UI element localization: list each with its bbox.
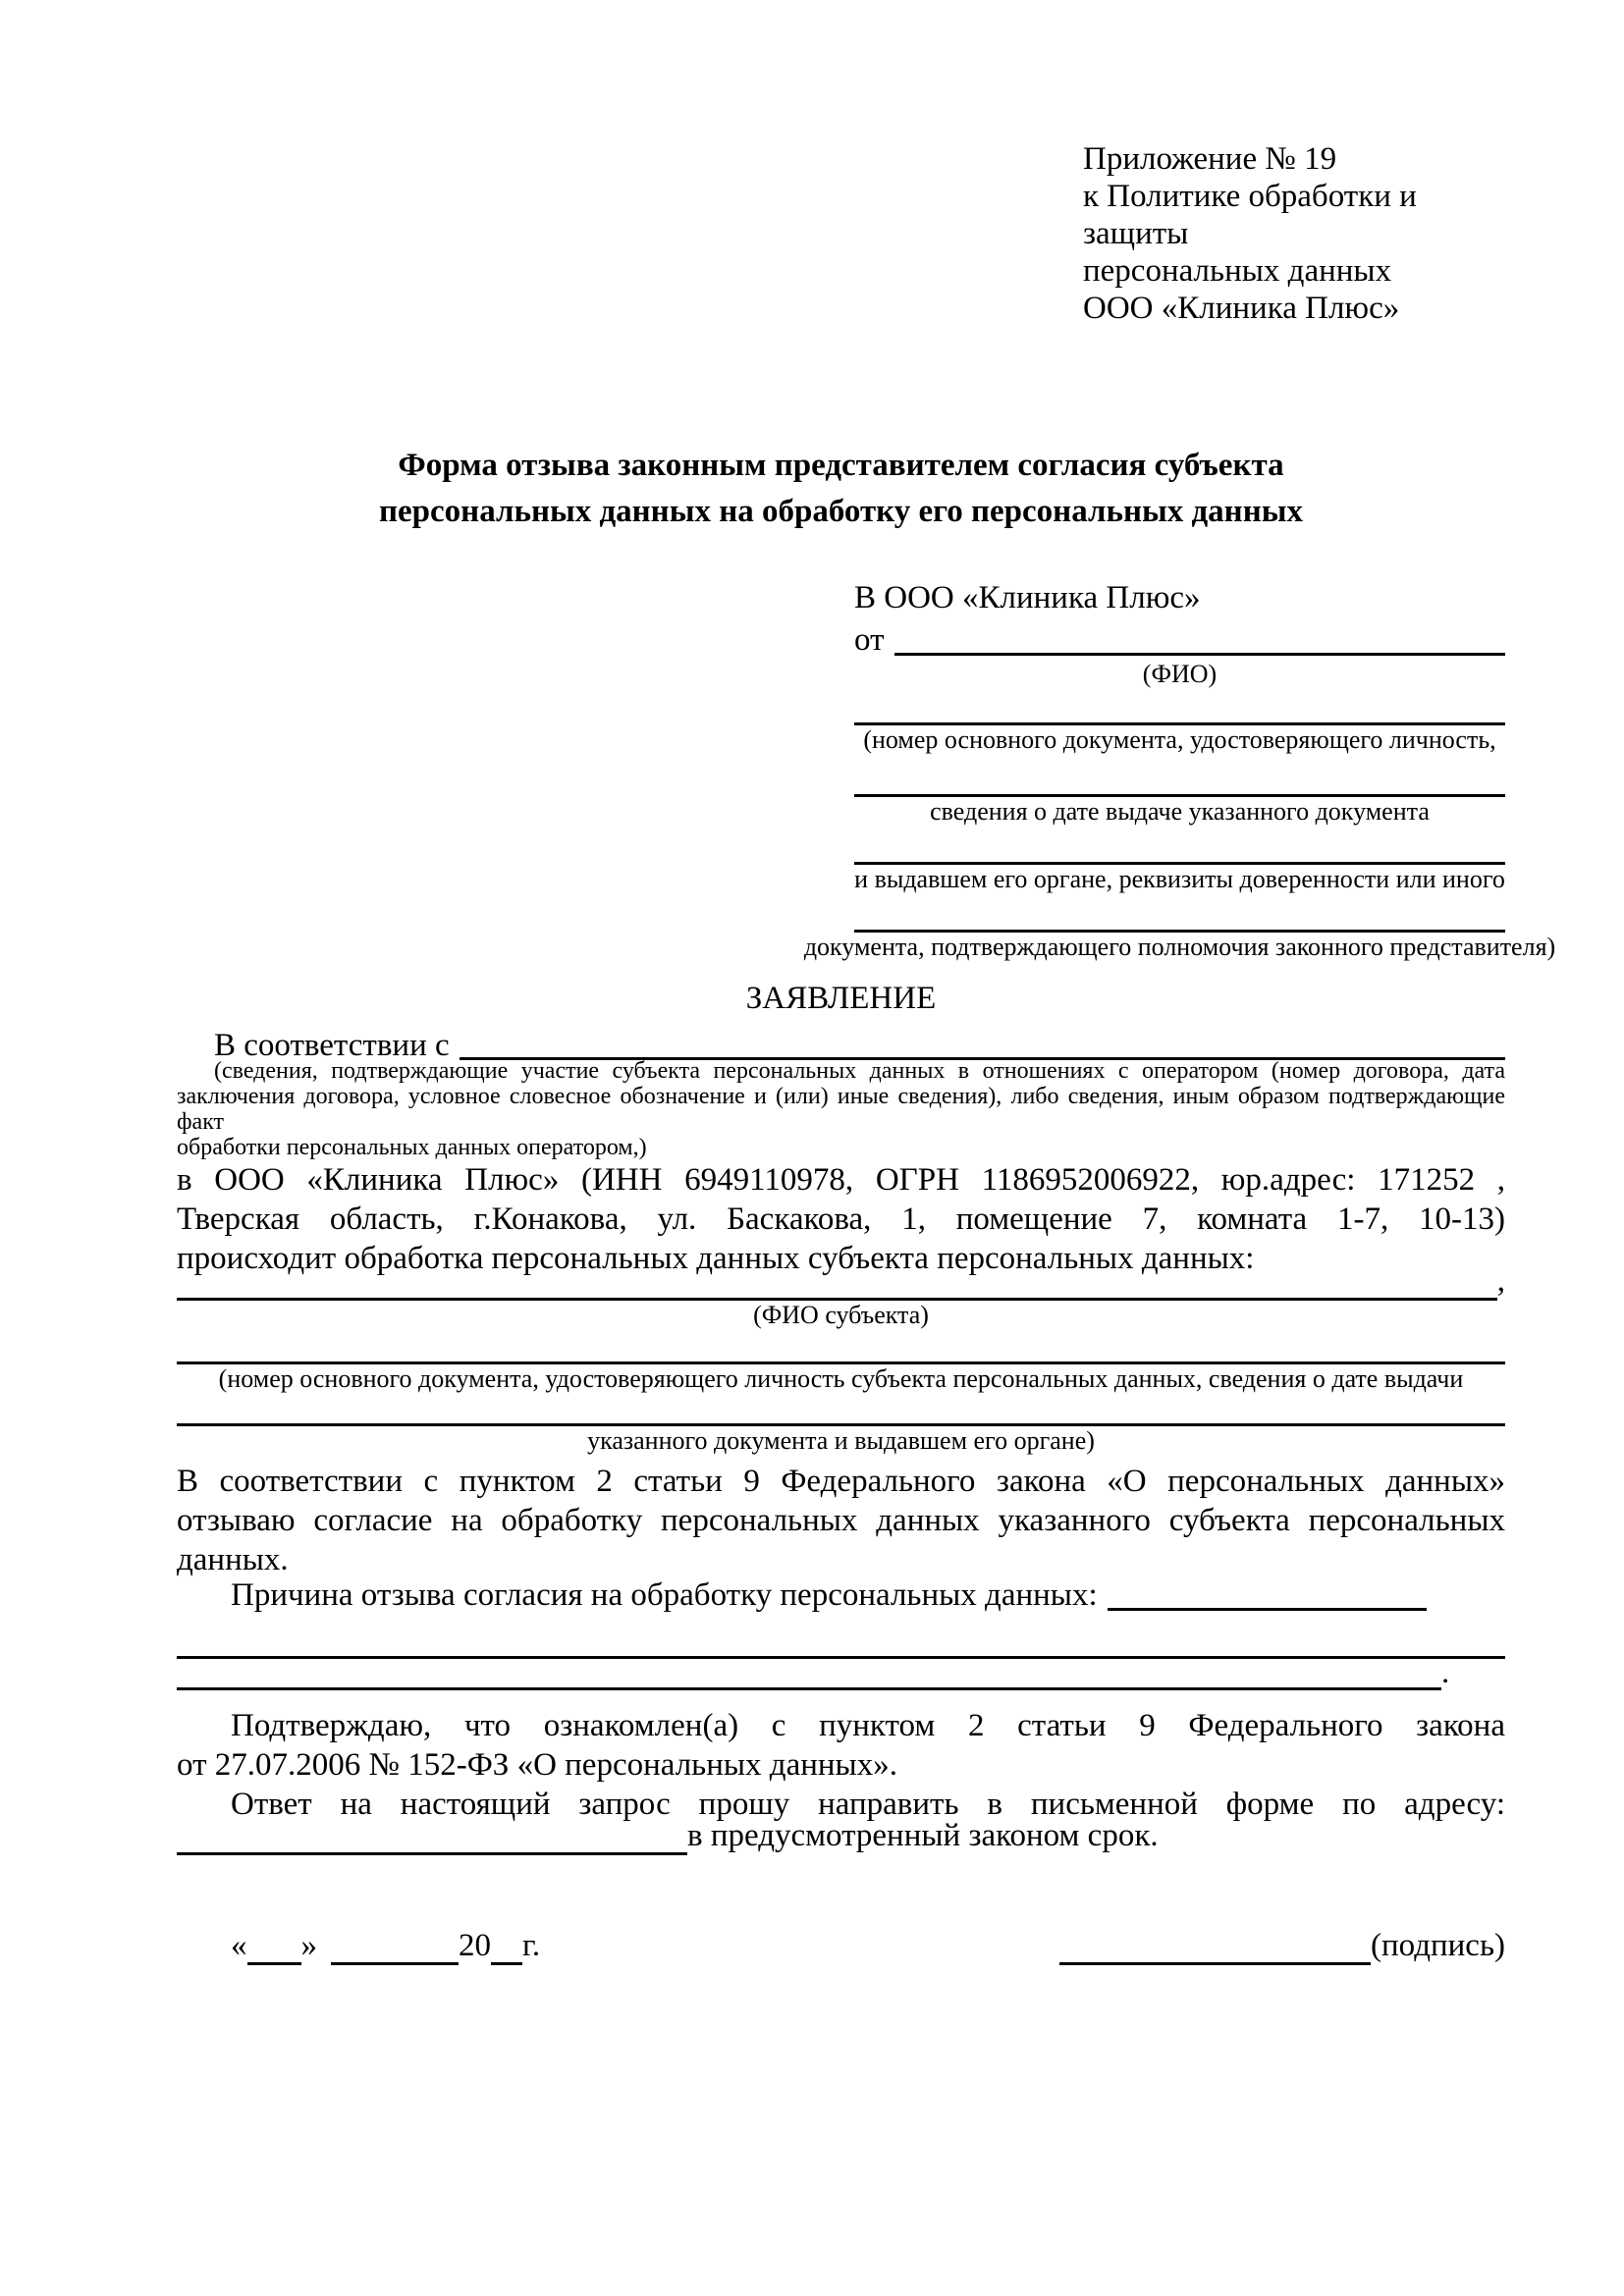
reason-blank-line-2 [177, 1655, 1505, 1690]
date-quote-open: « [231, 1928, 247, 1963]
document-title [177, 443, 1505, 535]
from-label: от [854, 622, 885, 658]
line-period: . [1441, 1655, 1450, 1690]
appendix-number: Приложение № 19 [1083, 141, 1337, 177]
intro-note [177, 1058, 1505, 1160]
withdraw-paragraph [177, 1462, 1505, 1579]
operator-line1: в ООО «Клиника Плюс» (ИНН 6949110978, ОГРН 1186952006922, юр.адрес: 171252 , [177, 1162, 1505, 1198]
date-year-blank-field [491, 1953, 522, 1965]
appendix-policy-line2: персональных данных [1083, 253, 1392, 289]
addressee-organization: В ООО «Клиника Плюс» [854, 580, 1201, 615]
reason-blank-field-2 [177, 1658, 1441, 1690]
date-month-blank-field [331, 1953, 459, 1965]
subject-fio-blank-field [177, 1260, 1497, 1301]
operator-line3: происходит обработка персональных данных субъекта персональных данных: [177, 1241, 1255, 1276]
reason-blank-field [1108, 1575, 1427, 1611]
doc-authority-blank-field [854, 827, 1505, 865]
date-quote-close: » [300, 1928, 317, 1963]
subject-doc-blank-field-2 [177, 1394, 1505, 1426]
document-title-line2: персональных данных на обработку его персональных данных [379, 494, 1303, 529]
date-day-blank-field [247, 1953, 301, 1965]
intro-note-line3: обработки персональных данных оператором,) [177, 1135, 647, 1160]
signature-caption: (подпись) [1371, 1928, 1505, 1963]
subject-comma: , [1496, 1263, 1505, 1299]
reason-row [177, 1575, 1505, 1615]
subject-fio-caption: (ФИО субъекта) [753, 1301, 929, 1329]
intro-label: В соответствии с [214, 1028, 450, 1063]
appendix-policy-line: к Политике обработки и защиты [1083, 179, 1417, 251]
signature-blank-field [1059, 1953, 1371, 1965]
reason-blank-line-1 [177, 1615, 1505, 1659]
reason-label: Причина отзыва согласия на обработку персональных данных: [231, 1577, 1098, 1613]
doc-number-caption: (номер основного документа, удостоверяющего личность, [863, 725, 1496, 754]
intro-note-line1: (сведения, подтверждающие участие субъекта персональных данных в отношениях с оператором (номер договора, дата [214, 1058, 1505, 1084]
doc-power-caption: документа, подтверждающего полномочия законного представителя) [803, 933, 1556, 961]
doc-number-blank-field [854, 689, 1505, 725]
doc-issue-date-blank-field [854, 755, 1505, 797]
subject-doc-caption-1: (номер основного документа, удостоверяющего личность субъекта персональных данных, сведения о дате выдачи [218, 1364, 1464, 1393]
footer-row [177, 1926, 1505, 1965]
subject-fio-row [177, 1261, 1505, 1301]
withdraw-line1: В соответствии с пунктом 2 статьи 9 Федерального закона «О персональных данных» [177, 1464, 1505, 1499]
operator-line2: Тверская область, г.Конакова, ул. Баскакова, 1, помещение 7, комната 1-7, 10-13) [177, 1201, 1505, 1237]
intro-note-line2: заключения договора, условное словесное обозначение и (или) иные сведения), либо сведения, иным образом подтверждающие факт [177, 1084, 1505, 1135]
subject-doc-blank-field-1 [177, 1330, 1505, 1364]
doc-issue-date-caption: сведения о дате выдаче указанного документа [930, 797, 1430, 826]
date-year-suffix: г. [522, 1928, 541, 1963]
document-title-line1: Форма отзыва законным представителем согласия субъекта [398, 448, 1284, 483]
date-year-prefix: 20 [459, 1928, 491, 1963]
subject-doc-caption-2: указанного документа и выдавшем его органе) [587, 1426, 1095, 1455]
statement-heading: ЗАЯВЛЕНИЕ [745, 981, 937, 1016]
confirm-line1: Подтверждаю, что ознакомлен(а) с пунктом 2 статьи 9 Федерального закона [231, 1708, 1505, 1743]
addressee-block [803, 575, 1556, 962]
doc-authority-caption: и выдавшем его органе, реквизиты доверенности или иного [854, 865, 1505, 893]
reply-tail: в предусмотренный законом срок. [687, 1818, 1159, 1853]
intro-blank-field [460, 1027, 1505, 1060]
date-group [177, 1926, 540, 1965]
reply-line1: Ответ на настоящий запрос прошу направить в письменной форме по адресу: [231, 1787, 1505, 1822]
appendix-header [1083, 140, 1505, 327]
confirm-paragraph [177, 1706, 1505, 1785]
reply-address-blank-field [177, 1817, 687, 1855]
withdraw-line3: данных. [177, 1542, 289, 1577]
from-blank-field [894, 620, 1506, 656]
doc-power-blank-field [854, 894, 1505, 933]
signature-group [1059, 1926, 1505, 1965]
from-row [854, 620, 1505, 660]
withdraw-line2: отзываю согласие на обработку персональных данных указанного субъекта персональных [177, 1503, 1505, 1538]
confirm-line2: от 27.07.2006 № 152-ФЗ «О персональных данных». [177, 1747, 897, 1783]
appendix-org-name: ООО «Клиника Плюс» [1083, 291, 1400, 326]
fio-caption: (ФИО) [1142, 660, 1218, 688]
